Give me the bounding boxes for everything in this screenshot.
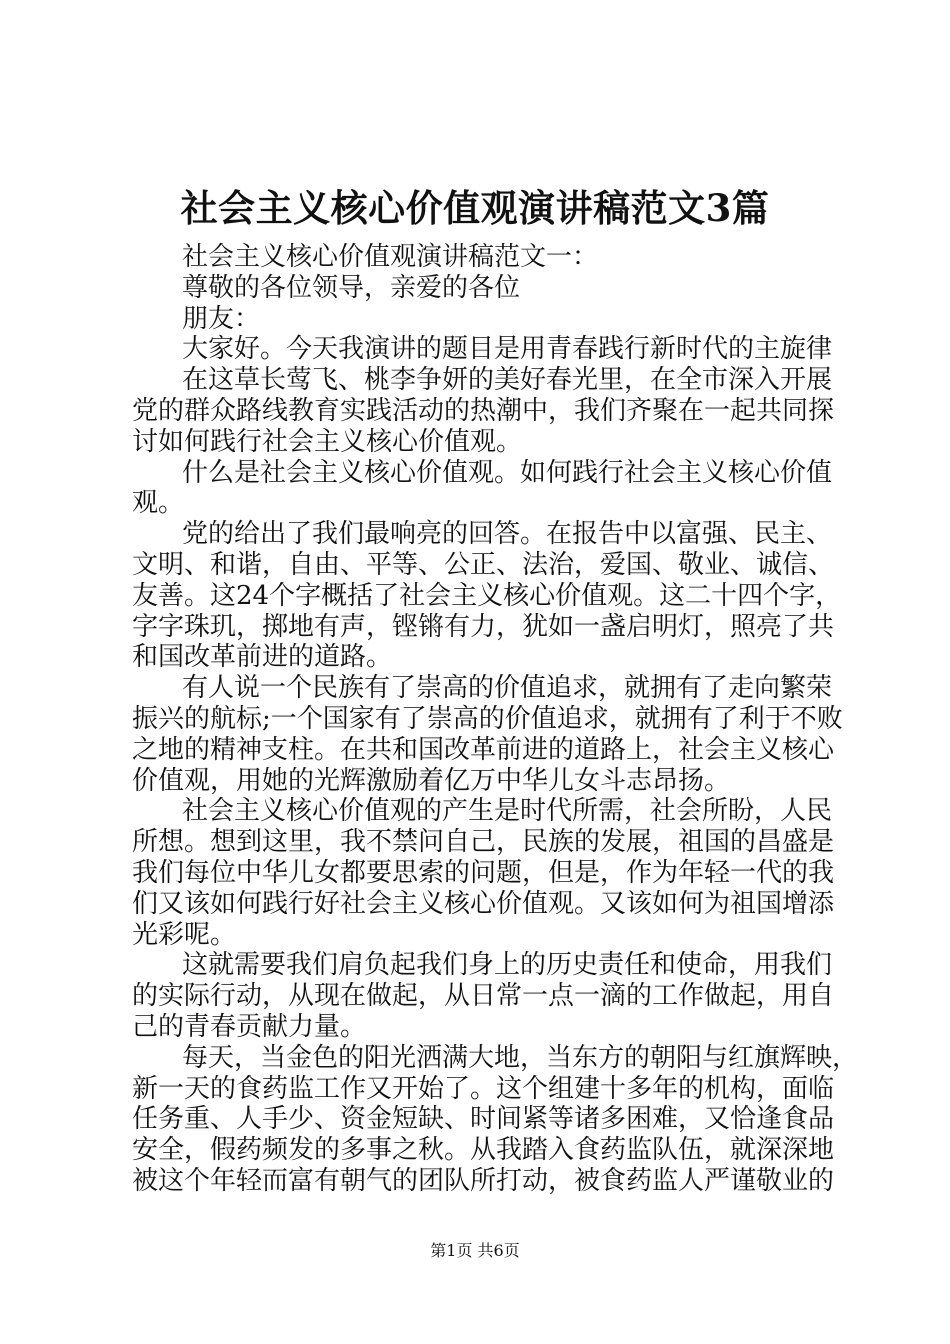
paragraph-line: 观。 (132, 488, 185, 519)
paragraph-line: 的实际行动，从现在做起，从日常一点一滴的工作做起，用自 (132, 981, 835, 1012)
paragraph-line: 这就需要我们肩负起我们身上的历史责任和使命，用我们 (182, 950, 833, 981)
paragraph-line: 我们每位中华儿女都要思索的问题，但是，作为年轻一代的我 (132, 858, 835, 888)
paragraph-line: 党的给出了我们最响亮的回答。在报告中以富强、民主、 (182, 519, 833, 550)
paragraph-line: 己的青春贡献力量。 (132, 1012, 367, 1042)
paragraph-line: 社会主义核心价值观的产生是时代所需，社会所盼，人民 (182, 796, 833, 827)
paragraph-line: 们又该如何践行好社会主义核心价值观。又该如何为祖国增添 (132, 888, 835, 919)
paragraph-line: 讨如何践行社会主义核心价值观。 (132, 426, 523, 457)
paragraph-line: 和国改革前进的道路。 (132, 642, 393, 673)
paragraph-line: 所想。想到这里，我不禁问自己，民族的发展，祖国的昌盛是 (132, 827, 835, 858)
paragraph-line: 每天，当金色的阳光洒满大地，当东方的朝阳与红旗辉映， (182, 1042, 859, 1073)
paragraph-line: 光彩呢。 (132, 919, 237, 950)
paragraph-line: 朋友： (182, 303, 261, 334)
paragraph-line: 有人说一个民族有了崇高的价值追求，就拥有了走向繁荣 (182, 673, 833, 704)
paragraph-line: 什么是社会主义核心价值观。如何践行社会主义核心价值 (182, 457, 833, 488)
paragraph-line: 字字珠玑，掷地有声，铿锵有力，犹如一盏启明灯，照亮了共 (132, 611, 835, 642)
paragraph-line: 之地的精神支柱。在共和国改革前进的道路上，社会主义核心 (132, 734, 835, 765)
page-footer: 第1页 共6页 (430, 1241, 520, 1260)
paragraph-line: 价值观，用她的光辉激励着亿万中华儿女斗志昂扬。 (132, 765, 731, 796)
paragraph-line: 在这草长莺飞、桃李争妍的美好春光里，在全市深入开展 (182, 365, 833, 396)
paragraph-line: 任务重、人手少、资金短缺、时间紧等诸多困难，又恰逢食品 (132, 1104, 835, 1135)
paragraph-line: 友善。这24个字概括了社会主义核心价值观。这二十四个字， (132, 580, 842, 611)
paragraph-line: 文明、和谐，自由、平等、公正、法治，爱国、敬业、诚信、 (132, 550, 835, 580)
paragraph-line: 社会主义核心价值观演讲稿范文一： (182, 242, 599, 272)
paragraph-line: 振兴的航标;一个国家有了崇高的价值追求，就拥有了利于不败 (132, 704, 843, 734)
paragraph-line: 被这个年轻而富有朝气的团队所打动，被食药监人严谨敬业的 (132, 1166, 835, 1196)
paragraph-line: 新一天的食药监工作又开始了。这个组建十多年的机构，面临 (132, 1073, 835, 1104)
paragraph-line: 大家好。今天我演讲的题目是用青春践行新时代的主旋律 (182, 334, 833, 365)
paragraph-line: 尊敬的各位领导，亲爱的各位 (182, 272, 521, 303)
paragraph-line: 党的群众路线教育实践活动的热潮中，我们齐聚在一起共同探 (132, 396, 835, 426)
paragraph-line: 安全，假药频发的多事之秋。从我踏入食药监队伍，就深深地 (132, 1135, 835, 1166)
document-title: 社会主义核心价值观演讲稿范文3篇 (180, 186, 770, 230)
